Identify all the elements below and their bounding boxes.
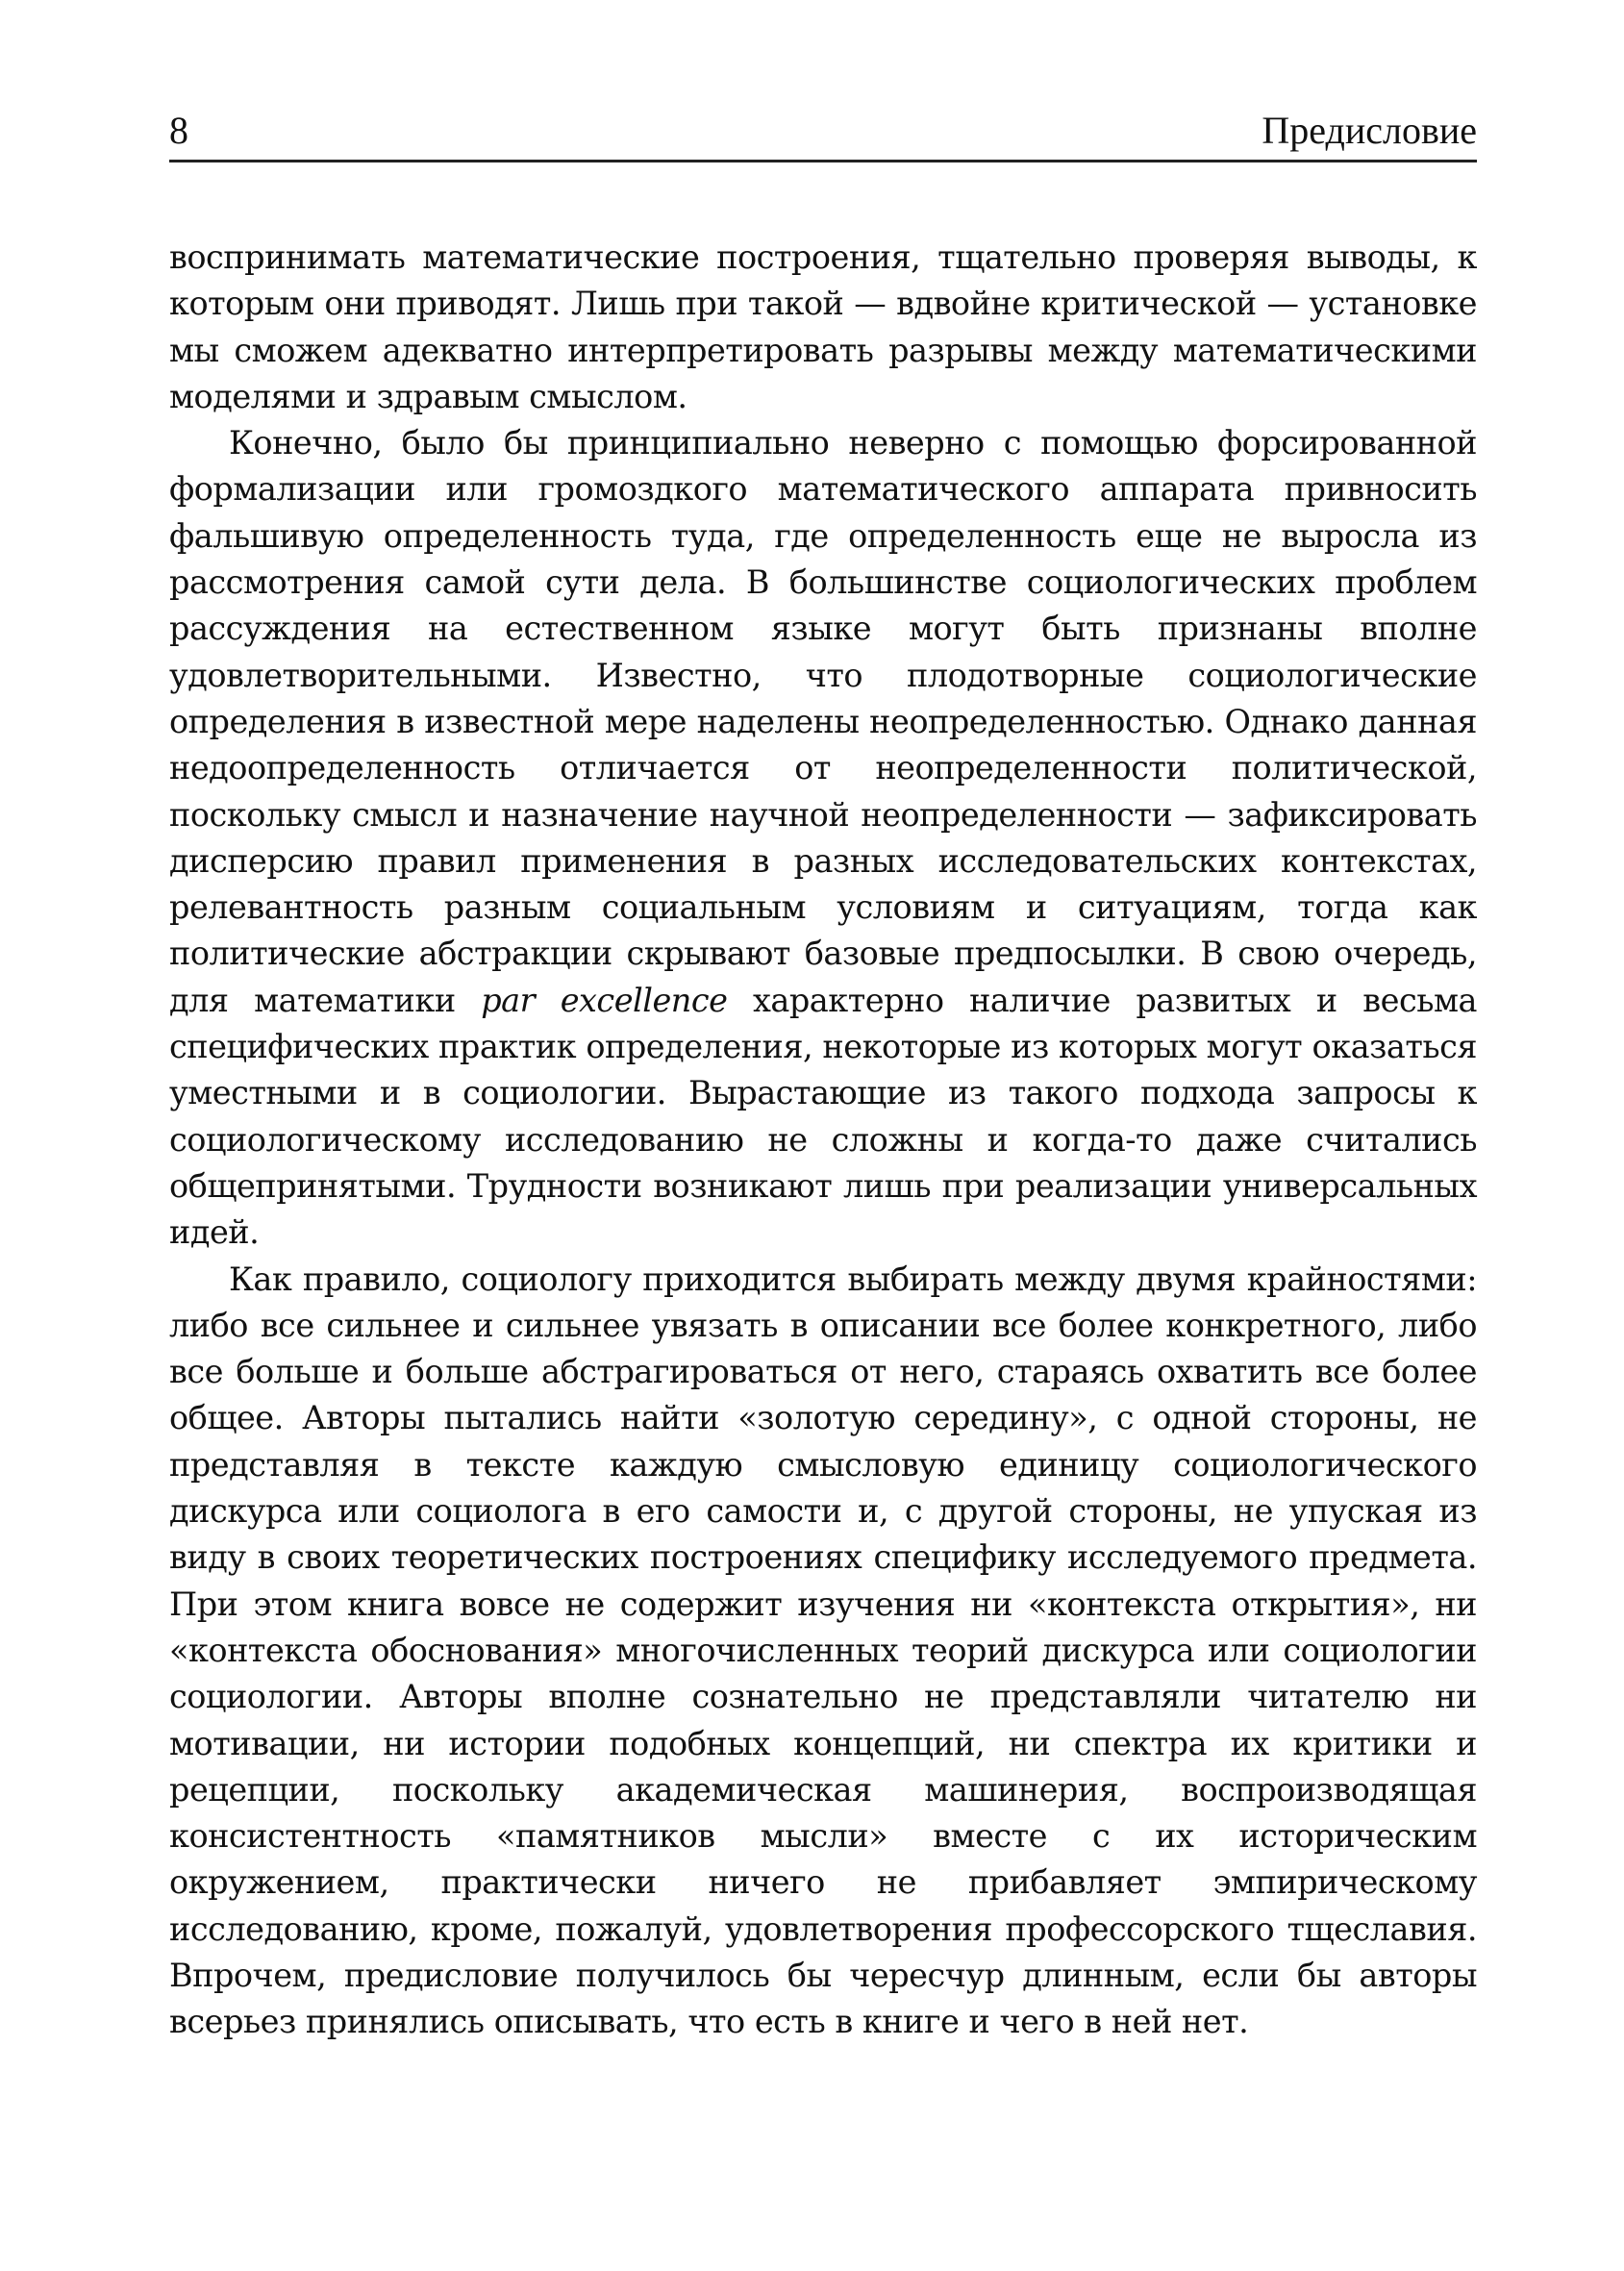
paragraph-extremes: Как правило, социологу приходится выбирать между двумя крайностями: либо все сильнее и сильнее увязать в описании все более конкретного, либо все больше и больше абстрагироваться от него, стараясь охватить все более общее. Авторы пытались найти «золотую середину», с одной стороны, не представляя в тексте каждую смысловую единицу социологического дискурса или социолога в его самости и, с другой стороны, не упуская из виду в своих теоретических построениях специфику исследуемого предмета. При этом книга вовсе не содержит изучения ни «контекста открытия», ни «контекста обоснования» многочисленных теорий дискурса или социологии социологии. Авторы вполне сознательно не представляли читателю ни мотивации, ни истории подобных концепций, ни спектра их критики и рецепции, поскольку академическая машинерия, воспроизводящая консистентность «памятников мысли» вместе с их историческим окружением, практически ничего не прибавляет эмпирическому исследованию, кроме, пожалуй, удовлетворения профессорского тщеславия. Впрочем, предисловие получилось бы чересчур длинным, если бы авторы всерьез принялись описывать, что есть в книге и чего в ней нет. (169, 1260, 1477, 2041)
paragraph-continuation: воспринимать математические построения, тщательно проверяя выводы, к которым они приводят. Лишь при такой — вдвойне критической — установке мы сможем адекватно интерпретировать разрывы между математическими моделями и здравым смыслом. (169, 238, 1477, 415)
body-text (169, 235, 1477, 2046)
page-number: 8 (169, 109, 188, 152)
running-header-title: Предисловие (1262, 109, 1477, 152)
paragraph-formalization (169, 420, 1477, 1256)
paragraph-text: характерно наличие развитых и весьма специфических практик определения, некоторые из которых могут оказаться уместными и в социологии. Вырастающие из такого подхода запросы к социологическому исследованию не сложны и когда-то даже считались общепринятыми. Трудности возникают лишь при реализации универсальных идей. (169, 981, 1477, 1252)
running-header (169, 107, 1477, 162)
paragraph-text: Конечно, было бы принципиально неверно с помощью форсированной формализации или громоздкого математического аппарата привносить фальшивую определенность туда, где определенность еще не выросла из рассмотрения самой сути дела. В большинстве социологических проблем рассуждения на естественном языке могут быть признаны вполне удовлетворительными. Известно, что плодотворные социологические определения в известной мере наделены неопределенностью. Однако данная недоопределенность отличается от неопределенности политической, поскольку смысл и назначение научной неопределенности — зафиксировать дисперсию правил применения в разных исследовательских контекстах, релевантность разным социальным условиям и ситуациям, тогда как политические абстракции скрывают базовые предпосылки. В свою очередь, для математики (169, 424, 1477, 1019)
italic-phrase: par excellence (481, 981, 728, 1019)
